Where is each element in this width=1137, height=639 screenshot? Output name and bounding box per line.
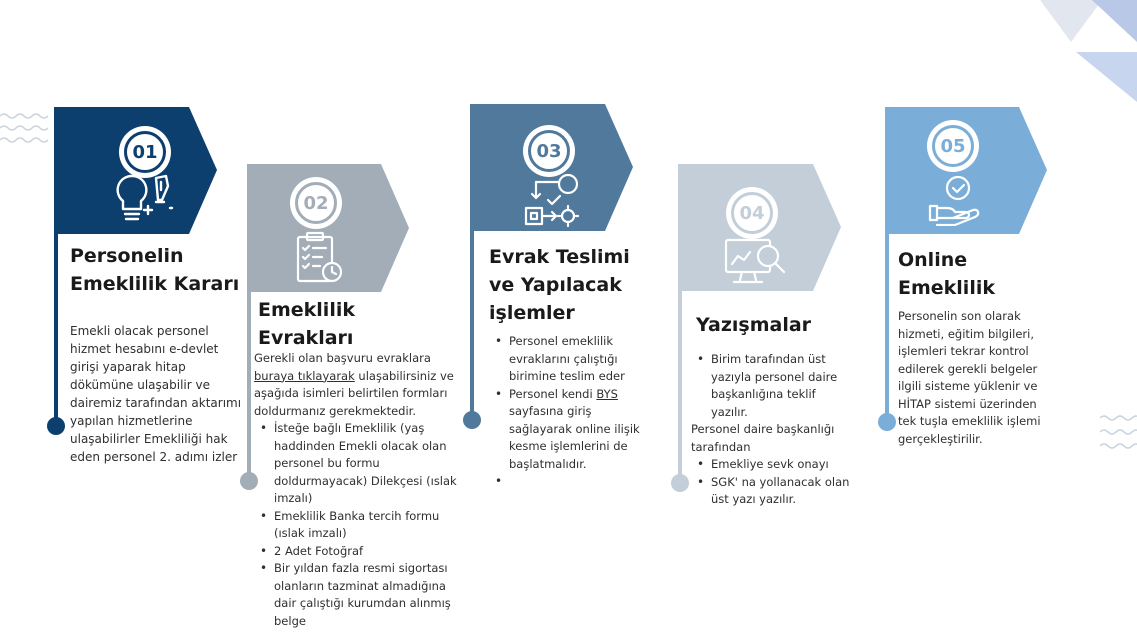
- step-5-title-line-1: Online: [898, 249, 968, 271]
- clipboard-clock-icon: [292, 230, 348, 286]
- step-3-pole: [470, 230, 474, 418]
- triangle-decoration: [1030, 0, 1137, 105]
- step-3-bullet-before: Personel kendi: [509, 386, 593, 401]
- step-3-title-line-2: ve Yapılacak: [489, 274, 622, 296]
- step-4-bullet: • SGK' na yollanacak olan üst yazı yazılır.: [691, 474, 851, 509]
- step-3-bullet-list: [489, 333, 647, 491]
- step-2-intro: [254, 350, 459, 420]
- step-2-title-line-1: Emeklilik: [258, 299, 355, 321]
- monitor-magnifier-icon: [722, 236, 788, 290]
- step-3-bullet: • Personel emeklilik evraklarını çalıştığı birimine teslim eder: [489, 333, 647, 386]
- step-1-title-line-2: Emeklilik Kararı: [70, 273, 240, 295]
- step-3-title-line-3: işlemler: [489, 302, 575, 324]
- step-2-intro-before: Gerekli olan başvuru evraklara: [254, 351, 431, 365]
- step-2-bullet-list: [254, 420, 459, 630]
- step-1-title: [70, 242, 250, 298]
- step-4-title: [696, 311, 856, 339]
- step-3-empty-bullet: [489, 473, 647, 491]
- step-5-title-line-2: Emeklilik: [898, 277, 995, 299]
- step-3-title: [489, 243, 649, 327]
- step-1-number: 01: [124, 131, 166, 173]
- step-4-middle-text: Personel daire başkanlığı tarafından: [691, 422, 835, 454]
- step-2-bullet: • 2 Adet Fotoğraf: [254, 543, 459, 561]
- step-2-title: [258, 296, 418, 352]
- wave-decoration-right: [1100, 412, 1137, 456]
- step-2-bullet: • İsteğe bağlı Emeklilik (yaş haddinden Emekli olacak olan personel bu formu doldurmayacak) Dilekçesi (ıslak imzalı): [254, 420, 459, 508]
- step-1-title-line-1: Personelin: [70, 245, 184, 267]
- lightbulb-pen-icon: [112, 172, 178, 228]
- step-5-number-badge: [927, 120, 979, 172]
- hand-check-icon: [928, 174, 984, 226]
- step-5-dot: [878, 413, 896, 431]
- step-3-number: 03: [528, 130, 570, 172]
- step-2-number: 02: [295, 182, 337, 224]
- documents-link[interactable]: buraya tıklayarak: [254, 368, 355, 383]
- step-4-number-badge: [726, 187, 778, 239]
- wave-decoration-left: [0, 112, 50, 148]
- step-4-bullet: • Birim tarafından üst yazıyla personel daire başkanlığına teklif yazılır.: [691, 351, 851, 421]
- step-4-bullet-list: [691, 351, 851, 421]
- process-flow-icon: [520, 170, 586, 230]
- step-3-bullet: [489, 386, 647, 474]
- step-2-title-line-2: Evrakları: [258, 327, 354, 349]
- step-1-text: Emekli olacak personel hizmet hesabını e-devlet girişi yaparak hitap dökümüne ulaşabilir ve dairemiz tarafından aktarımı yapılan hizmetlerine ulaşabilirler Emekliliği hak eden personel 2. adımı izler: [70, 324, 242, 464]
- step-1-pole: [54, 233, 58, 423]
- step-2-text: [254, 350, 459, 630]
- step-2-bullet: • Emeklilik Banka tercih formu (ıslak imzalı): [254, 508, 459, 543]
- step-4-pole: [678, 290, 682, 480]
- step-3-dot: [463, 411, 481, 429]
- step-5-title: [898, 246, 1058, 302]
- step-4-dot: [671, 474, 689, 492]
- bys-link[interactable]: BYS: [596, 386, 618, 401]
- step-2-bullet: • Bir yıldan fazla resmi sigortası olanların tazminat almadığına dair çalıştığı kurumdan alınmış belge: [254, 560, 459, 630]
- step-2-intro-after: ulaşabilirsiniz ve aşağıda isimleri belirtilen formları doldurmanız gerekmektedir.: [254, 368, 454, 418]
- step-5-pole: [885, 232, 889, 422]
- step-4-title-line-1: Yazışmalar: [696, 314, 812, 336]
- step-3-text: [489, 333, 647, 491]
- step-1-number-badge: [119, 126, 171, 178]
- step-5-number: 05: [932, 125, 974, 167]
- step-4-number: 04: [731, 192, 773, 234]
- step-4-bullet-list-2: [691, 456, 851, 509]
- step-5-text: Personelin son olarak hizmeti, eğitim bilgileri, işlemleri tekrar kontrol edilerek gerekli belgeler ilgili sisteme yüklenir ve HİTAP sistemi üzerinden tek tuşla emeklilik işlemi gerçekleştirilir.: [898, 309, 1041, 446]
- step-3-bullet-after: sayfasına giriş sağlayarak online ilişik kesme işlemlerini de başlatmalıdır.: [509, 404, 640, 471]
- step-4-text: [691, 351, 851, 509]
- step-2-number-badge: [290, 177, 342, 229]
- step-2-pole: [247, 292, 251, 477]
- step-3-title-line-1: Evrak Teslimi: [489, 246, 630, 268]
- step-4-bullet: • Emekliye sevk onayı: [691, 456, 851, 474]
- step-1-dot: [47, 417, 65, 435]
